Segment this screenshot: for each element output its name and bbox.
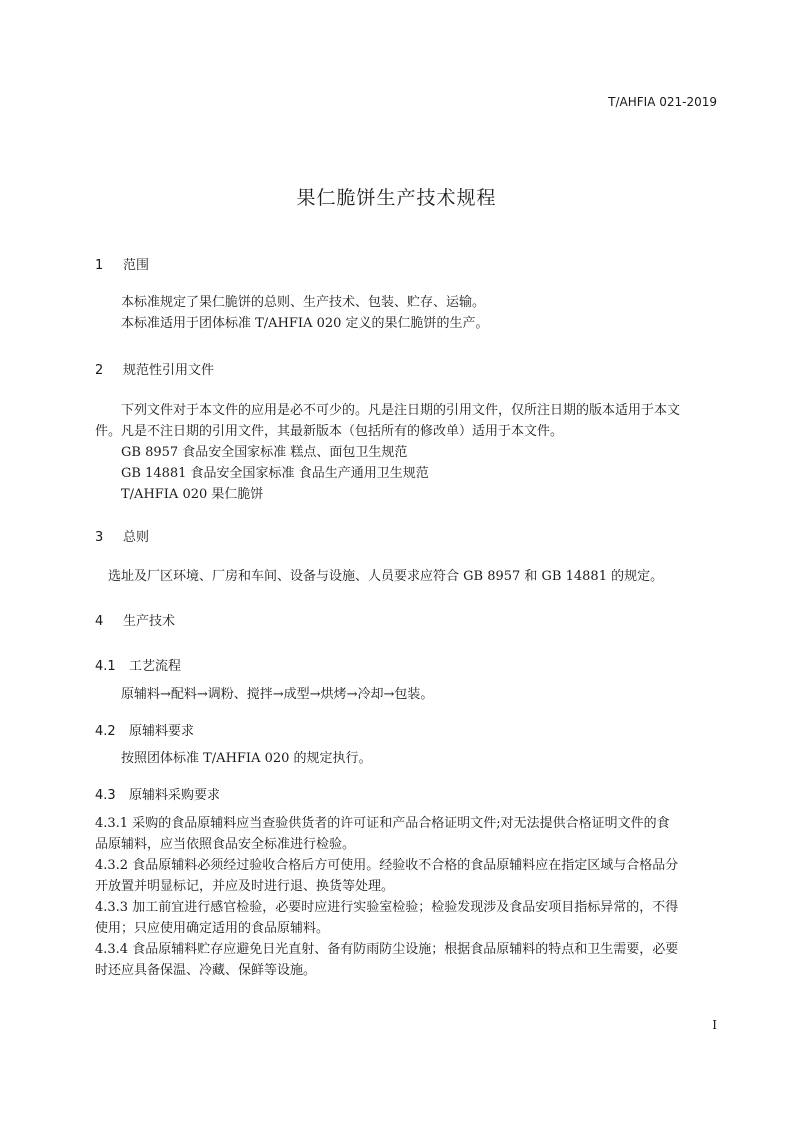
- clause-text: 采购的食品原辅料应当查验供货者的许可证和产品合格证明文件;对无法提供合格证明文件的食: [132, 816, 670, 831]
- subsection-title: 原辅料采购要求: [129, 788, 221, 803]
- page-title: 果仁脆饼生产技术规程: [296, 187, 497, 209]
- section-heading-production: [95, 610, 175, 629]
- section-number: 2: [95, 363, 104, 378]
- section-title: 规范性引用文件: [123, 363, 215, 378]
- subsection-heading-procurement: [95, 784, 220, 803]
- subsection-number: 4.3: [95, 788, 116, 803]
- section-heading-normative-references: [95, 359, 214, 378]
- paragraph-line: 按照团体标准 T/AHFIA 020 的规定执行。: [121, 751, 372, 766]
- reference-item: GB 14881 食品安全国家标准 食品生产通用卫生规范: [121, 466, 429, 481]
- section-heading-scope: [95, 254, 149, 273]
- clause-line: [95, 855, 678, 876]
- subsection-heading-raw-material-requirements: [95, 720, 194, 739]
- paragraph-line: 选址及厂区环境、厂房和车间、设备与设施、人员要求应符合 GB 8957 和 GB 14881 的规定。: [108, 569, 664, 584]
- clause-line: 品原辅料，应当依照食品安全标准进行检验。: [95, 837, 356, 852]
- clause-line: 开放置并明显标记，并应及时进行退、换货等处理。: [95, 879, 395, 894]
- paragraph-line: 原辅料→配料→调粉、搅拌→成型→烘烤→冷却→包装。: [121, 687, 434, 702]
- clause-text: 食品原辅料必须经过验收合格后方可使用。经验收不合格的食品原辅料应在指定区域与合格品分: [132, 858, 679, 873]
- subsection-number: 4.1: [95, 659, 116, 674]
- clause-line: 时还应具备保温、冷藏、保鲜等设施。: [95, 963, 317, 978]
- reference-item: T/AHFIA 020 果仁脆饼: [121, 487, 264, 502]
- subsection-title: 原辅料要求: [129, 724, 195, 739]
- clause-number: 4.3.1: [95, 816, 129, 831]
- clause-line: [95, 813, 670, 834]
- section-number: 1: [95, 258, 104, 273]
- section-number: 3: [95, 530, 104, 545]
- clause-number: 4.3.3: [95, 900, 129, 915]
- section-title: 范围: [123, 258, 150, 273]
- reference-item: GB 8957 食品安全国家标准 糕点、面包卫生规范: [121, 445, 408, 460]
- subsection-heading-process-flow: [95, 655, 181, 674]
- section-title: 生产技术: [123, 614, 176, 629]
- clause-line: 使用；只应使用确定适用的食品原辅料。: [95, 921, 330, 936]
- document-code: T/AHFIA 021-2019: [608, 95, 717, 109]
- section-number: 4: [95, 614, 104, 629]
- paragraph-line: 本标准规定了果仁脆饼的总则、生产技术、包装、贮存、运输。: [121, 295, 486, 310]
- page-number: I: [712, 1018, 717, 1032]
- clause-number: 4.3.4: [95, 942, 129, 957]
- section-title: 总则: [123, 530, 150, 545]
- subsection-number: 4.2: [95, 724, 116, 739]
- paragraph-line: 件。凡是不注日期的引用文件，其最新版本（包括所有的修改单）适用于本文件。: [95, 424, 564, 439]
- subsection-title: 工艺流程: [129, 659, 182, 674]
- paragraph-line: 下列文件对于本文件的应用是必不可少的。凡是注日期的引用文件，仅所注日期的版本适用于本文: [121, 403, 681, 418]
- clause-text: 食品原辅料贮存应避免日光直射、备有防雨防尘设施；根据食品原辅料的特点和卫生需要，必要: [132, 942, 679, 957]
- clause-number: 4.3.2: [95, 858, 129, 873]
- paragraph-line: 本标准适用于团体标准 T/AHFIA 020 定义的果仁脆饼的生产。: [121, 316, 489, 331]
- section-heading-general: [95, 526, 149, 545]
- clause-text: 加工前宜进行感官检验，必要时应进行实验室检验；检验发现涉及食品安项目指标异常的，不得: [132, 900, 679, 915]
- clause-line: [95, 939, 678, 960]
- clause-line: [95, 897, 678, 918]
